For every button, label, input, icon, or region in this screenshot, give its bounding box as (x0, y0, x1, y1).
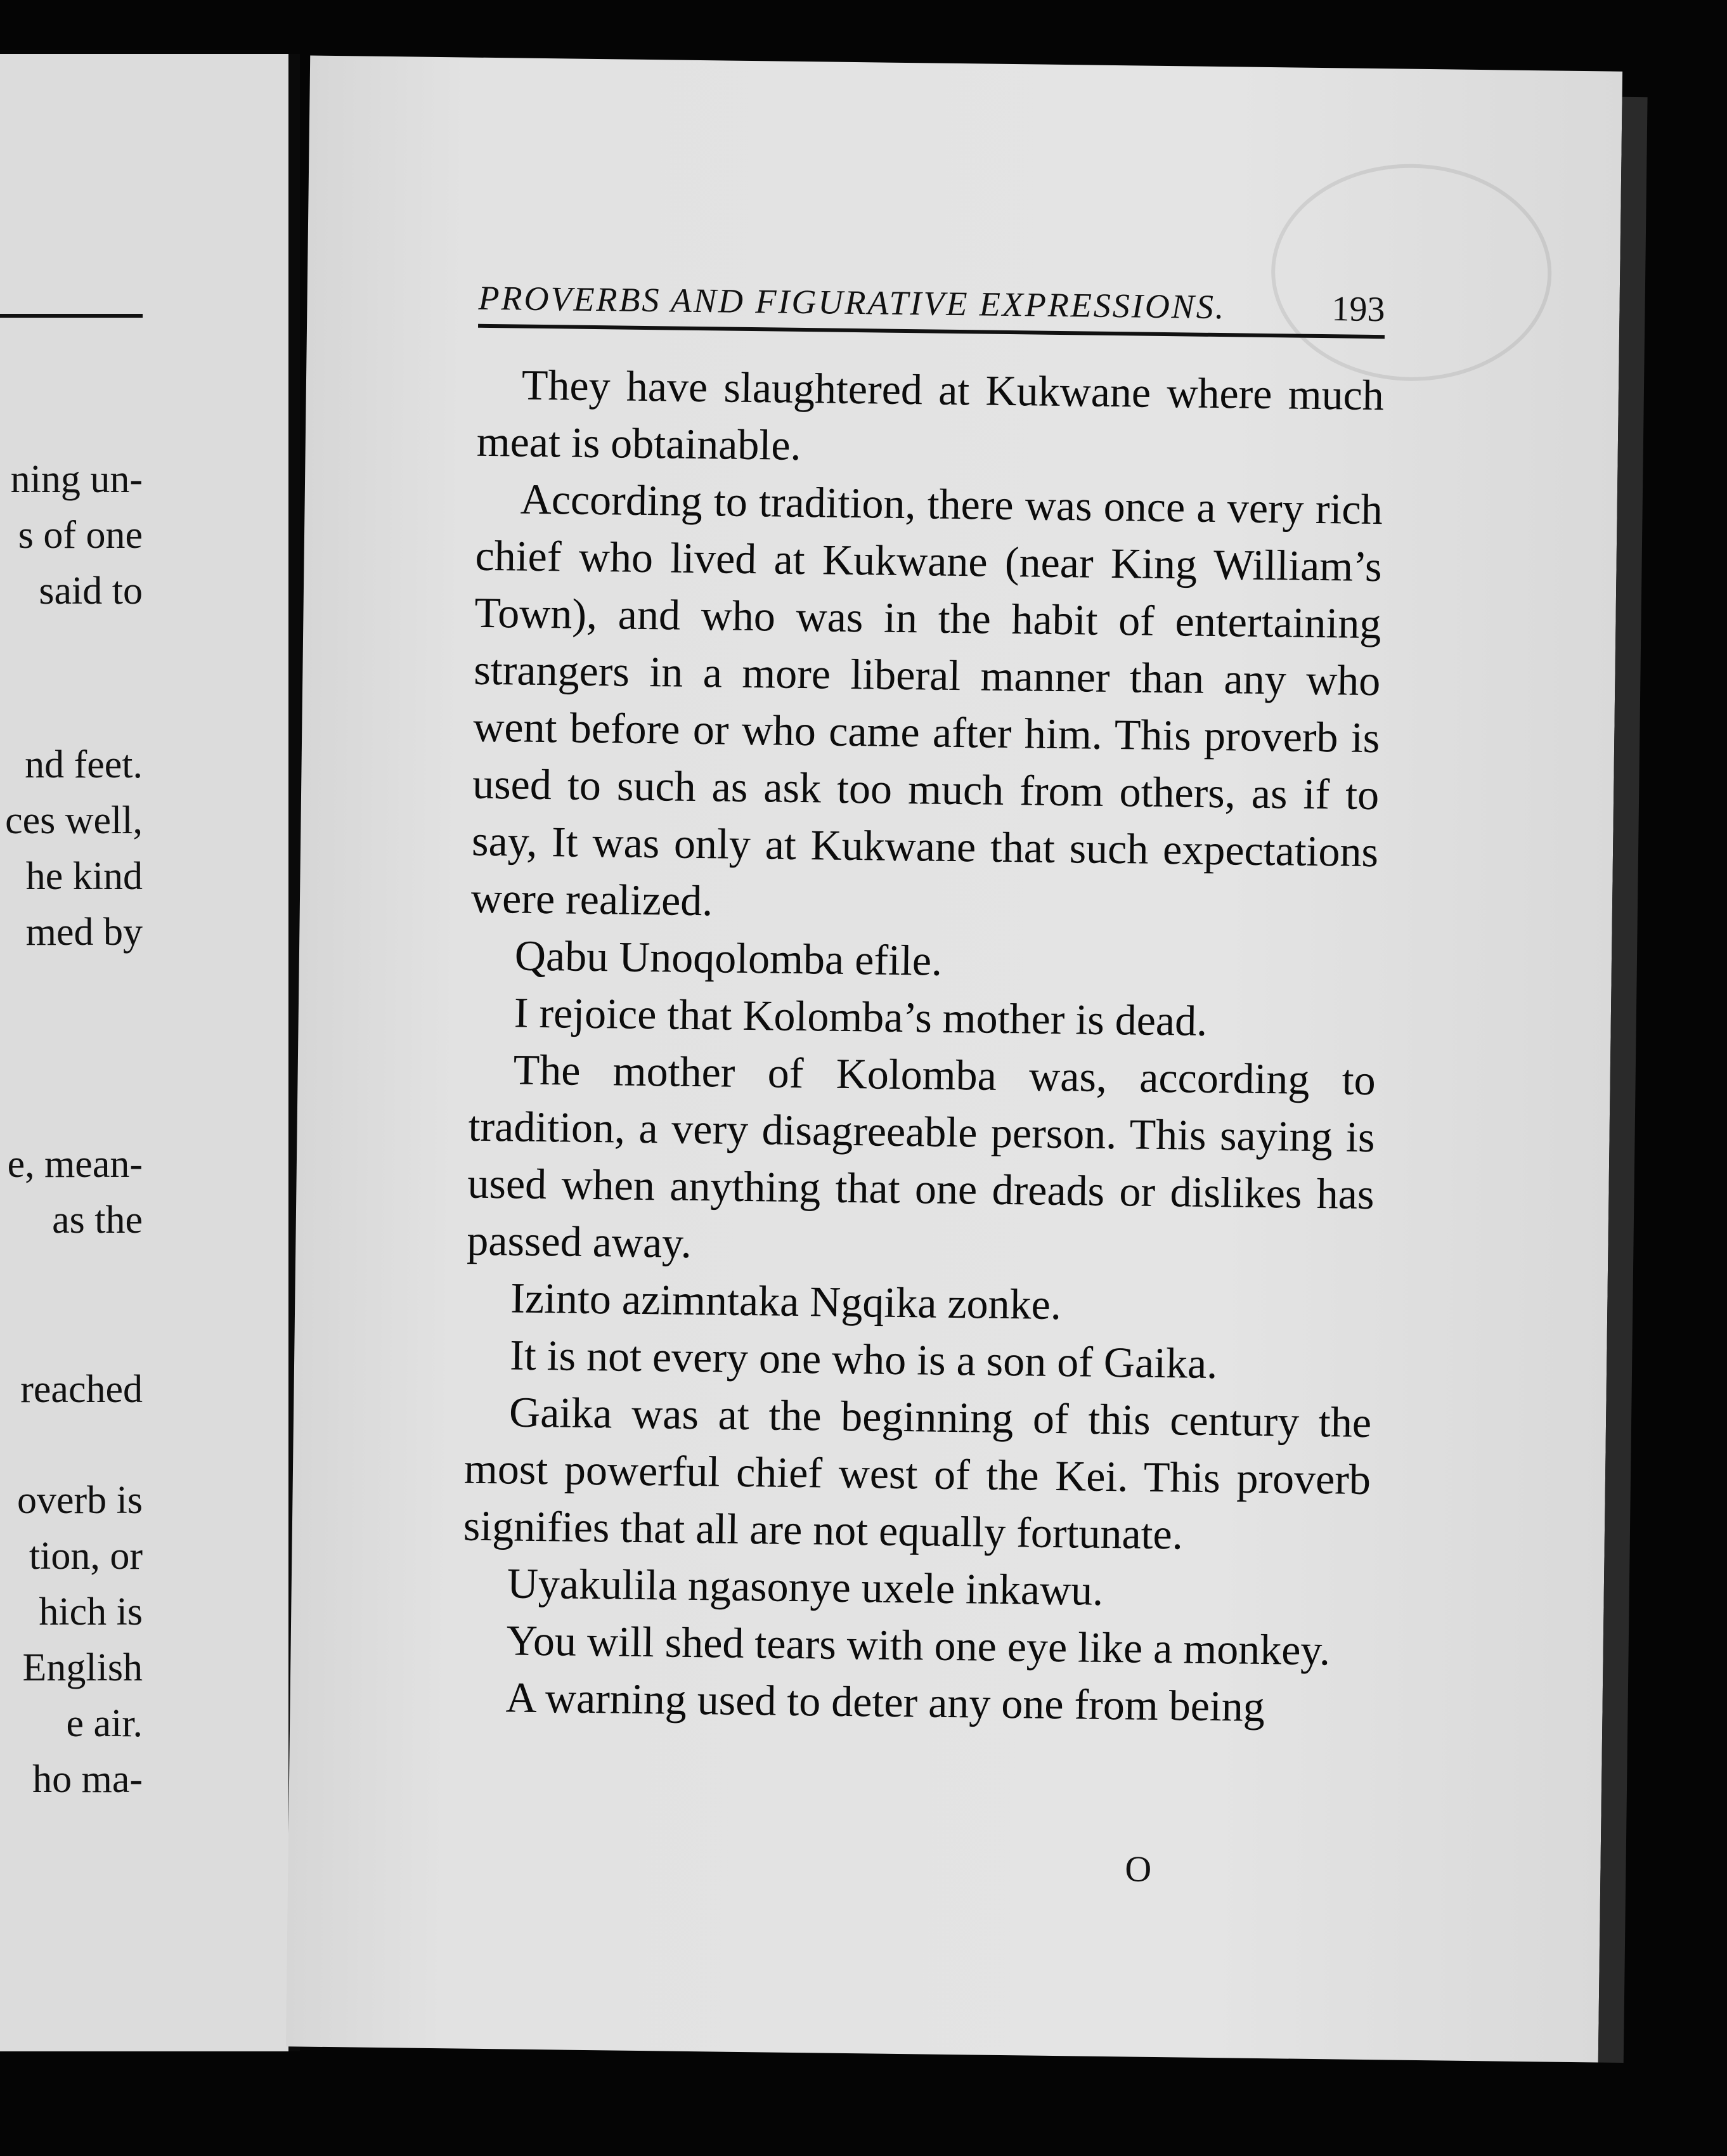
previous-page-line: he kind (25, 855, 143, 898)
previous-page-line: e air. (66, 1702, 143, 1745)
previous-page-line: ning un- (10, 458, 143, 501)
library-stamp-mark (1270, 162, 1553, 382)
paragraph: You will shed tears with one eye like a monkey. (506, 1616, 1331, 1675)
previous-page-line: ho ma- (32, 1758, 143, 1801)
paragraph: Gaika was at the beginning of this century the most powerful chief west of the Kei. This proverb signifies that all are not equally fortunate. (463, 1387, 1372, 1559)
paragraph: They have slaughtered at Kukwane where much meat is obtainable. (476, 360, 1385, 469)
paragraph: A warning used to deter any one from being (505, 1673, 1265, 1731)
previous-page-line: s of one (18, 514, 143, 557)
body-text (461, 356, 1384, 1736)
book-page (286, 55, 1622, 2062)
previous-page-line: overb is (16, 1479, 143, 1522)
previous-page-line: ces well, (5, 799, 143, 842)
signature-mark: O (1125, 1848, 1152, 1890)
previous-page-line: tion, or (29, 1535, 143, 1578)
running-header (478, 267, 1385, 339)
previous-page-line: nd feet. (25, 743, 143, 786)
previous-page-header-rule (0, 314, 143, 318)
previous-page-line: e, mean- (7, 1143, 143, 1186)
previous-page-line: hich is (39, 1590, 143, 1633)
running-title: PROVERBS AND FIGURATIVE EXPRESSIONS. (478, 278, 1226, 327)
page-number: 193 (1331, 289, 1385, 330)
previous-page-line: as the (52, 1198, 143, 1242)
paragraph: It is not every one who is a son of Gaika. (509, 1330, 1218, 1388)
previous-page-line: reached (20, 1368, 143, 1411)
paragraph: Uyakulila ngasonye uxele inkawu. (507, 1559, 1104, 1614)
paragraph: Qabu Unoqolomba efile. (514, 931, 943, 985)
previous-page-line: English (22, 1646, 143, 1689)
paragraph: I rejoice that Kolomba’s mother is dead. (514, 988, 1208, 1045)
page-edge-shadow (1598, 97, 1648, 2063)
paragraph: Izinto azimntaka Ngqika zonke. (510, 1273, 1062, 1329)
paragraph: The mother of Kolomba was, according to tradition, a very disagreeable person. This saying is used when anything that one dreads or dislikes has passed away. (466, 1045, 1376, 1267)
previous-page-line: said to (39, 569, 143, 613)
paragraph: According to tradition, there was once a very rich chief who lived at Kukwane (near King William’s Town), and who was in the habit of entertaining strangers in a more liberal manner than any who went before or who came after him. This proverb is used to such as ask too much from others, as if to say, It was only at Kukwane that such expectations were realized. (470, 474, 1383, 925)
previous-page (0, 54, 300, 2051)
previous-page-line: med by (25, 911, 143, 954)
